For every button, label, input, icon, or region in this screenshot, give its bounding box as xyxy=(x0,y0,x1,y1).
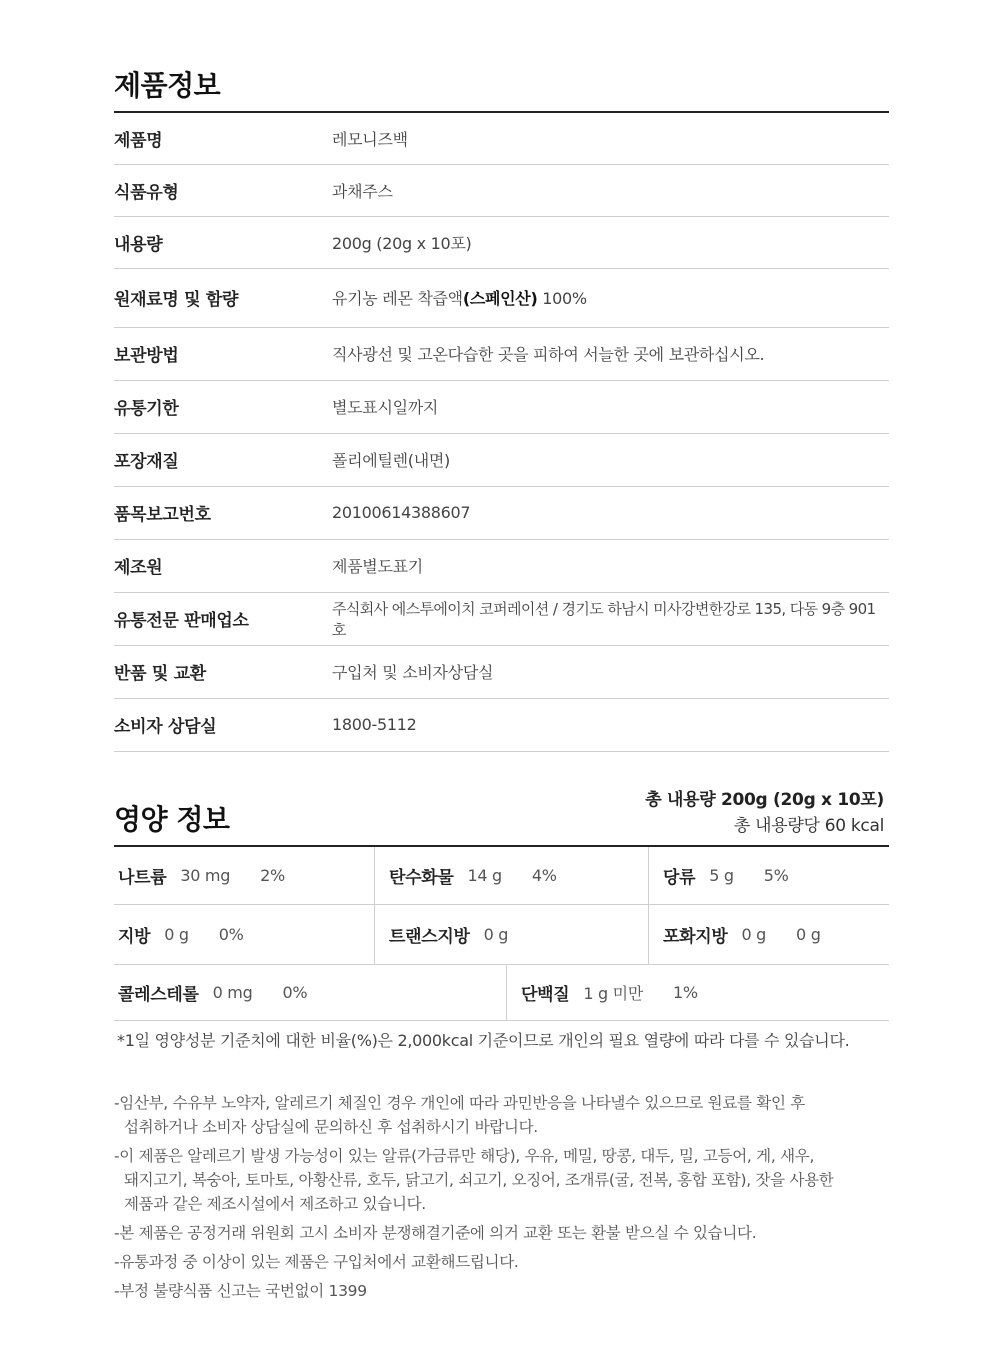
nutrition-row xyxy=(114,965,889,1021)
row-value: 1800-5112 xyxy=(332,698,889,751)
nutrition-summary xyxy=(645,787,884,839)
ingredient-name: 유기농 레몬 착즙액 xyxy=(332,289,463,308)
ingredient-origin: (스페인산) xyxy=(462,289,538,308)
list-item: -본 제품은 공정거래 위원회 고시 소비자 분쟁해결기준에 의거 교환 또는 환불 받으실 수 있습니다. xyxy=(114,1224,757,1242)
row-value: 레모니즈백 xyxy=(332,112,889,164)
table-row xyxy=(114,645,889,698)
table-row xyxy=(114,486,889,539)
row-label: 소비자 상담실 xyxy=(114,698,332,751)
table-row xyxy=(114,539,889,592)
list-item: -유통과정 중 이상이 있는 제품은 구입처에서 교환해드립니다. xyxy=(114,1253,519,1271)
table-row xyxy=(114,592,889,645)
nutrient-amount: 0 g xyxy=(741,925,767,944)
row-value: 200g (20g x 10포) xyxy=(332,216,889,268)
row-value: 폴리에틸렌(내면) xyxy=(332,433,889,486)
nutrient-amount: 0 g xyxy=(164,925,189,944)
nutrient-amount: 0 g xyxy=(483,925,509,944)
nutrient-amount: 0 mg xyxy=(212,983,253,1002)
nutrient-amount: 14 g xyxy=(467,866,502,885)
table-row xyxy=(114,698,889,751)
nutrient-amount: 1 g 미만 xyxy=(583,984,643,1003)
total-calories: 총 내용량당 60 kcal xyxy=(733,816,884,836)
nutrient-cell xyxy=(506,965,889,1020)
nutrition-footnote: *1일 영양성분 기준치에 대한 비율(%)은 2,000kcal 기준이므로 개인의 필요 열량에 따라 다를 수 있습니다. xyxy=(117,1031,850,1050)
nutrient-percent: 0 g xyxy=(796,925,821,944)
nutrient-name: 나트륨 xyxy=(118,868,167,888)
row-value xyxy=(332,268,889,327)
nutrient-percent: 0% xyxy=(282,983,308,1002)
ingredient-content: 100% xyxy=(537,289,587,308)
row-label: 원재료명 및 함량 xyxy=(114,268,332,327)
total-amount: 총 내용량 200g (20g x 10포) xyxy=(645,790,884,810)
nutrient-name: 트랜스지방 xyxy=(389,927,470,947)
row-value: 20100614388607 xyxy=(332,486,889,539)
row-label: 제조원 xyxy=(114,539,332,592)
nutrient-percent: 1% xyxy=(673,983,698,1002)
row-label: 반품 및 교환 xyxy=(114,645,332,698)
nutrient-name: 콜레스테롤 xyxy=(118,985,199,1005)
product-info-table xyxy=(114,111,889,752)
row-value: 직사광선 및 고온다습한 곳을 피하여 서늘한 곳에 보관하십시오. xyxy=(332,327,889,380)
nutrient-cell xyxy=(648,847,889,904)
row-label: 유통전문 판매업소 xyxy=(114,592,332,645)
nutrient-amount: 5 g xyxy=(709,866,734,885)
table-row xyxy=(114,433,889,486)
nutrient-name: 지방 xyxy=(118,927,151,947)
nutrition-row xyxy=(114,847,889,905)
nutrient-cell xyxy=(648,905,889,964)
nutrient-cell xyxy=(374,905,648,964)
table-row xyxy=(114,268,889,327)
row-label: 포장재질 xyxy=(114,433,332,486)
nutrient-name: 포화지방 xyxy=(663,927,728,947)
nutrition-row xyxy=(114,905,889,965)
product-info-title: 제품정보 xyxy=(114,69,221,102)
row-label: 내용량 xyxy=(114,216,332,268)
nutrient-percent: 5% xyxy=(763,866,789,885)
nutrient-name: 탄수화물 xyxy=(389,868,454,888)
nutrient-percent: 2% xyxy=(260,866,285,885)
nutrient-cell xyxy=(114,965,506,1020)
nutrient-amount: 30 mg xyxy=(180,866,231,885)
row-value: 구입처 및 소비자상담실 xyxy=(332,645,889,698)
row-label: 보관방법 xyxy=(114,327,332,380)
table-row xyxy=(114,164,889,216)
list-item: -부정 불량식품 신고는 국번없이 1399 xyxy=(114,1282,367,1300)
table-row xyxy=(114,327,889,380)
list-item: -임산부, 수유부 노약자, 알레르기 체질인 경우 개인에 따라 과민반응을 나타낼수 있으므로 원료를 확인 후 섭취하거나 소비자 상담실에 문의하신 후 섭취하시기 바랍니다. xyxy=(114,1094,805,1136)
nutrient-percent: 0% xyxy=(218,925,244,944)
nutrient-name: 단백질 xyxy=(521,985,570,1005)
table-row xyxy=(114,380,889,433)
table-row xyxy=(114,112,889,164)
row-label: 유통기한 xyxy=(114,380,332,433)
nutrient-name: 당류 xyxy=(663,868,696,888)
nutrient-percent: 4% xyxy=(531,866,557,885)
nutrient-cell xyxy=(114,847,374,904)
row-value: 과채주스 xyxy=(332,164,889,216)
notice-list xyxy=(114,1091,884,1308)
row-label: 식품유형 xyxy=(114,164,332,216)
row-label: 품목보고번호 xyxy=(114,486,332,539)
nutrient-cell xyxy=(374,847,648,904)
nutrition-table xyxy=(114,845,889,1021)
table-row xyxy=(114,216,889,268)
row-value: 별도표시일까지 xyxy=(332,380,889,433)
list-item: -이 제품은 알레르기 발생 가능성이 있는 알류(가금류만 해당), 우유, 메밀, 땅콩, 대두, 밀, 고등어, 게, 새우, 돼지고기, 복숭아, 토마토, 아황산류, 호두, 닭고기, 쇠고기, 오징어, 조개류(굴, 전복, 홍합 포함), 잣을 사용한 제품과 같은 제조시설에서 제조하고 있습니다. xyxy=(114,1147,834,1213)
row-value: 주식회사 에스투에이치 코퍼레이션 / 경기도 하남시 미사강변한강로 135, 다동 9층 901호 xyxy=(332,592,889,645)
nutrition-title: 영양 정보 xyxy=(114,803,230,836)
nutrient-cell xyxy=(114,905,374,964)
row-label: 제품명 xyxy=(114,112,332,164)
row-value: 제품별도표기 xyxy=(332,539,889,592)
